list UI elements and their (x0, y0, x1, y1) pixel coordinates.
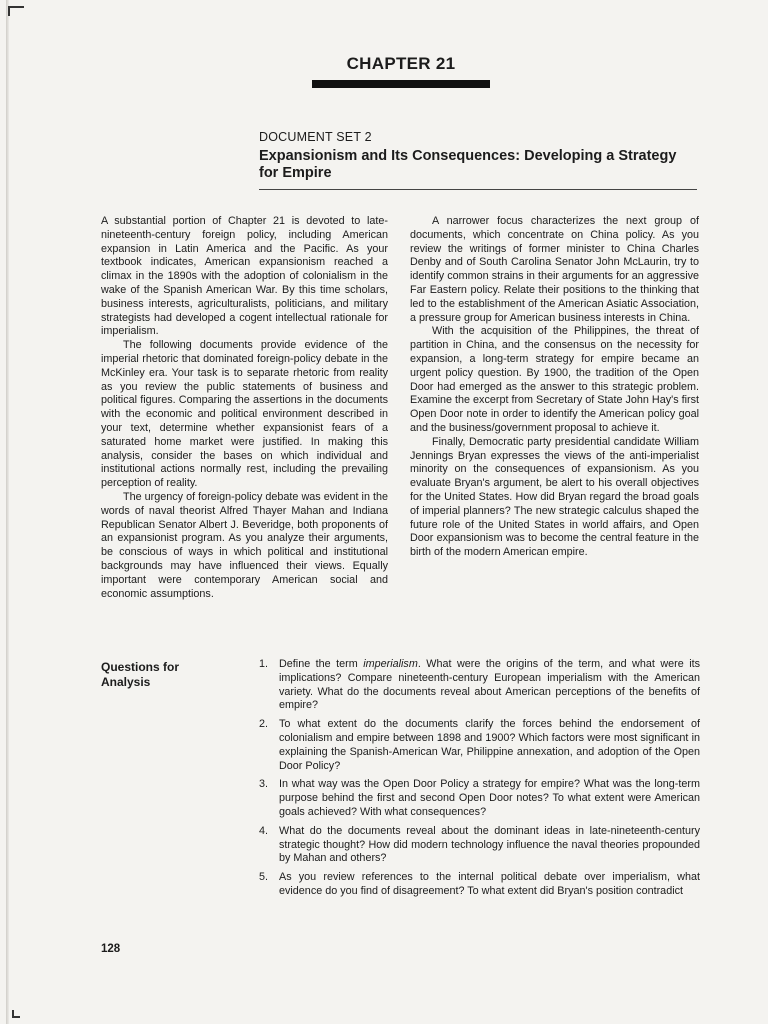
question-number: 3. (259, 778, 269, 791)
left-column (101, 215, 388, 601)
chapter-title-bar (312, 80, 490, 88)
scan-corner-mark-bottom (12, 1010, 20, 1018)
question-item (259, 871, 700, 899)
paragraph: The urgency of foreign-policy debate was evident in the words of naval theorist Alfred Thayer Mahan and Indiana Republican Senator Albert J. Beveridge, both proponents of an expansionist program. As you analyze their arguments, be conscious of ways in which political and institutional backgrounds may have influenced their views. Equally important were contemporary American social and economic assumptions. (101, 490, 388, 600)
right-column (410, 215, 699, 560)
title-divider (259, 189, 697, 190)
question-item (259, 658, 700, 713)
question-text: As you review references to the internal political debate over imperialism, what evidence do you find of disagreement? To what extent did Bryan's position contradict (279, 871, 700, 897)
document-set-title: Expansionism and Its Consequences: Developing a Strategy for Empire (259, 148, 677, 181)
paragraph: The following documents provide evidence of the imperial rhetoric that dominated foreign-policy debate in the McKinley era. Your task is to separate rhetoric from reality as you review the public statements of business and political figures. Comparing the assertions in the documents with the economic and political environment described in your text, determine whether expansionist fears of a saturated home market were justified. In making this analysis, consider the bases on which individual and institutional actions normally rest, including the prevailing perception of reality. (101, 339, 388, 490)
questions-heading: Questions for Analysis (101, 660, 180, 689)
question-text: What do the documents reveal about the dominant ideas in late-nineteenth-century strategic thought? How did modern technology influence the naval theories propounded by Mahan and others? (279, 824, 700, 865)
scan-corner-mark (8, 6, 24, 16)
paragraph: With the acquisition of the Philippines, the threat of partition in China, and the consensus on the necessity for expansion, a long-term strategy for empire became an urgent policy question. By 1900, the tradition of the Open Door had emerged as the answer to this strategic problem. Examine the excerpt from Secretary of State John Hay's first Open Door note in order to identify the American policy goal and the business/government proposal to achieve it. (410, 325, 699, 434)
question-item (259, 778, 700, 819)
chapter-title: CHAPTER 21 (346, 54, 456, 73)
paragraph: Finally, Democratic party presidential candidate William Jennings Bryan expresses the views of the anti-imperialist minority on the consequences of expansionism. As you evaluate Bryan's argument, be alert to his overall objectives for the United States. How did Bryan regard the broad goals of imperial planners? The new strategic calculus shaped the future role of the United States in world affairs, and Open Door expansionism was to become the central feature in the birth of the modern American empire. (410, 435, 699, 559)
questions-list (259, 658, 700, 904)
document-set-label: DOCUMENT SET 2 (259, 130, 372, 144)
question-number: 2. (259, 718, 269, 731)
question-number: 1. (259, 658, 269, 670)
question-number: 5. (259, 871, 269, 884)
question-text: Define the term imperialism. What were the origins of the term, and what were its implications? Compare nineteenth-century European imperialism with the American variety. What do the documents reveal about American perceptions of the benefits of empire? (279, 658, 700, 712)
question-item (259, 825, 700, 866)
paragraph: A narrower focus characterizes the next group of documents, which concentrate on China policy. As you review the writings of former minister to China Charles Denby and of South Carolina Senator John McLaurin, try to identify common strains in their arguments for an aggressive Far Eastern policy. Relate their positions to the thinking that led to the establishment of the American Asiatic Association, a pressure group for American business interests in China. (410, 215, 699, 324)
question-number: 4. (259, 824, 269, 837)
question-text: In what way was the Open Door Policy a strategy for empire? What was the long-term purpose behind the first and second Open Door notes? To what extent were American goals achieved? With what consequences? (279, 778, 700, 818)
page-edge-shadow (6, 0, 9, 1024)
page-number: 128 (101, 943, 121, 955)
question-text: To what extent do the documents clarify the forces behind the endorsement of colonialism and empire between 1898 and 1900? Which factors were most significant in explaining the Spanish-American War, Philippine annexation, and adoption of the Open Door Policy? (279, 718, 700, 772)
question-item (259, 718, 700, 773)
paragraph: A substantial portion of Chapter 21 is devoted to late-nineteenth-century foreign policy, including American expansion in Latin America and the Pacific. As your textbook indicates, American expansionism reached a climax in the 1890s with the adoption of colonialism in the wake of the Spanish American War. By this time scholars, business interests, agriculturalists, politicians, and military strategists had developed a cogent intellectual rationale for imperialism. (101, 215, 388, 338)
